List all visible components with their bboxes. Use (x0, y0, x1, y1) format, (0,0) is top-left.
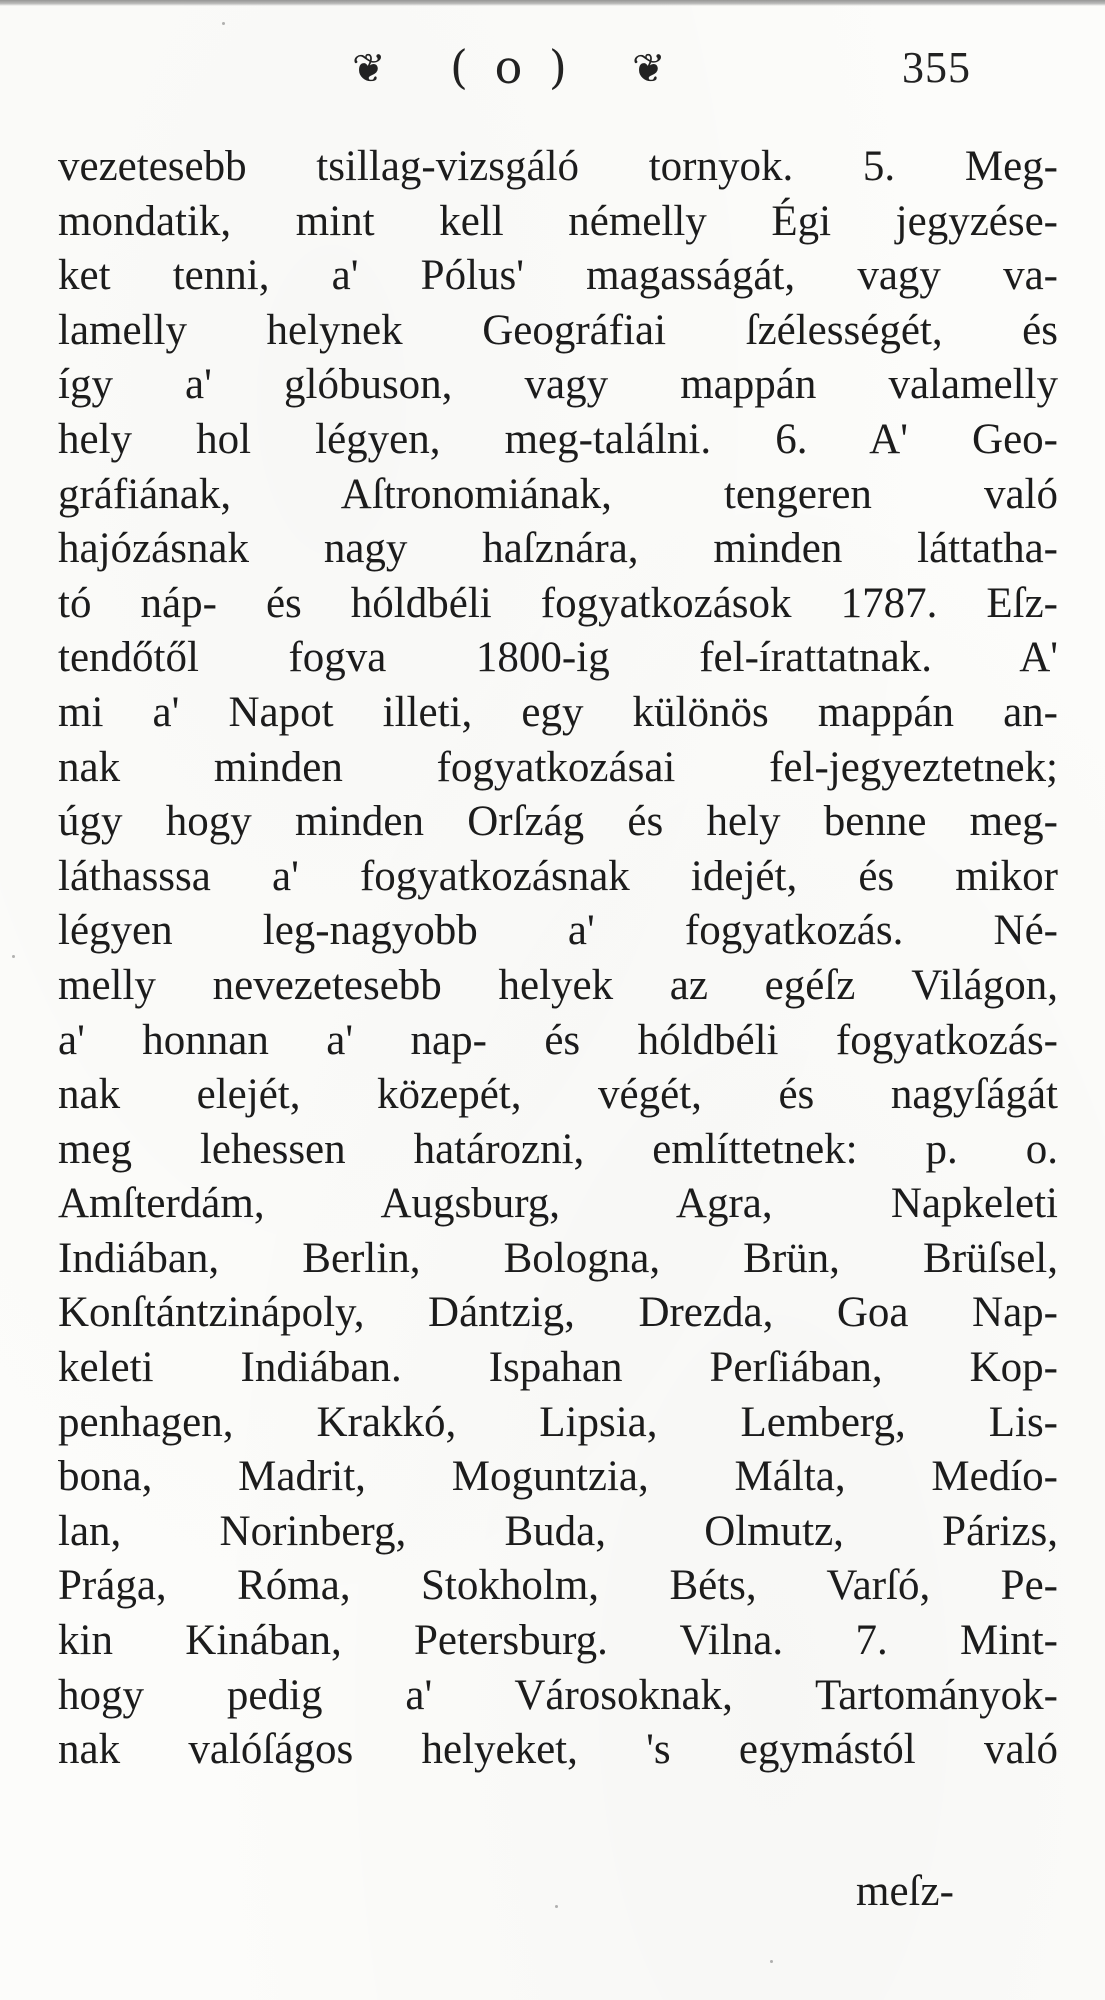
text-line: lamelly helynek Geográfiai ſzélességét, és (58, 306, 1058, 354)
text-line: hajózásnak nagy haſznára, minden láttatha- (58, 525, 1058, 573)
catchword: meſz- (856, 1868, 954, 1915)
page-number: 355 (902, 43, 971, 92)
text-line: Prága, Róma, Stokholm, Béts, Varſó, Pe- (58, 1562, 1058, 1610)
text-line: légyen leg-nagyobb a' fogyatkozás. Né- (58, 907, 1058, 955)
text-line: nak elejét, közepét, végét, és nagyſágát (58, 1071, 1058, 1119)
text-line: vezetesebb tsillag-vizsgáló tornyok. 5. Meg- (58, 143, 1058, 190)
paper-speck (770, 1960, 773, 1963)
scan-edge (0, 0, 1105, 6)
text-line: a' honnan a' nap- és hóldbéli fogyatkozás- (58, 1016, 1058, 1064)
fleuron-right-icon: ❦ (632, 46, 666, 92)
text-line: Indiában, Berlin, Bologna, Brün, Brüſsel, (58, 1234, 1058, 1282)
text-line: Amſterdám, Augsburg, Agra, Napkeleti (58, 1180, 1058, 1228)
text-line: keleti Indiában. Ispahan Perſiában, Kop- (58, 1344, 1058, 1392)
text-line: tó náp- és hóldbéli fogyatkozások 1787. Eſz- (58, 579, 1058, 627)
body-text (58, 140, 1058, 1778)
text-line: nak valóſágos helyeket, 's egymástól való (58, 1726, 1058, 1774)
text-line: így a' glóbuson, vagy mappán valamelly (58, 361, 1058, 409)
text-line: hely hol légyen, meg-találni. 6. A' Geo- (58, 415, 1058, 463)
text-line: tendőtől fogva 1800-ig fel-írattatnak. A' (58, 634, 1058, 682)
page-header (0, 38, 1105, 108)
text-line: mi a' Napot illeti, egy különös mappán an- (58, 688, 1058, 736)
text-line: melly nevezetesebb helyek az egéſz Világon, (58, 961, 1058, 1009)
text-line: láthasssa a' fogyatkozásnak idejét, és mikor (58, 852, 1058, 900)
text-line: ket tenni, a' Pólus' magasságát, vagy va- (58, 252, 1058, 300)
signature-mark: ( o ) (450, 40, 573, 94)
text-line: meg lehessen határozni, említtetnek: p. o. (58, 1125, 1058, 1173)
text-line: nak minden fogyatkozásai fel-jegyeztetnek; (58, 743, 1058, 791)
paper-speck (222, 22, 225, 25)
text-line: mondatik, mint kell némelly Égi jegyzése- (58, 197, 1058, 245)
text-line: Konſtántzinápoly, Dántzig, Drezda, Goa Nap- (58, 1289, 1058, 1337)
paper-speck (12, 955, 15, 958)
text-line: bona, Madrit, Moguntzia, Málta, Medío- (58, 1453, 1058, 1501)
fleuron-left-icon: ❦ (352, 46, 386, 92)
text-line: gráfiának, Aſtronomiának, tengeren való (58, 470, 1058, 518)
text-line: kin Kinában, Petersburg. Vilna. 7. Mint- (58, 1617, 1058, 1665)
text-line: lan, Norinberg, Buda, Olmutz, Párizs, (58, 1507, 1058, 1555)
paper-speck (555, 1905, 558, 1908)
text-line: úgy hogy minden Orſzág és hely benne meg- (58, 798, 1058, 846)
text-line: penhagen, Krakkó, Lipsia, Lemberg, Lis- (58, 1398, 1058, 1446)
text-line: hogy pedig a' Városoknak, Tartományok- (58, 1671, 1058, 1719)
